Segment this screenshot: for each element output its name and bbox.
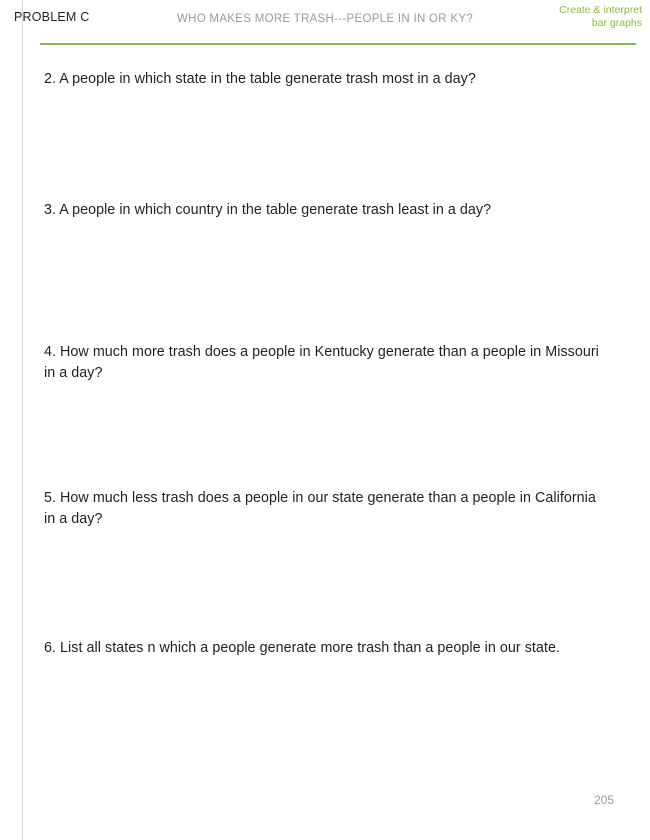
header-note-line-2: bar graphs <box>591 16 642 29</box>
worksheet-title: WHO MAKES MORE TRASH---PEOPLE IN IN OR KY? <box>176 13 474 25</box>
header-divider <box>40 43 636 45</box>
page-number: 205 <box>593 793 614 807</box>
question-item-6: 6. List all states n which a people generate more trash than a people in our state. <box>44 640 560 656</box>
header-note-line-1: Create & interpret <box>559 4 642 16</box>
question-item-2: 2. A people in which state in the table generate trash most in a day? <box>44 71 476 87</box>
page-header <box>0 0 650 42</box>
left-margin-rule <box>22 0 23 840</box>
question-item-4: 4. How much more trash does a people in Kentucky generate than a people in Missouri in a day? <box>44 344 599 381</box>
question-item-3: 3. A people in which country in the table generate trash least in a day? <box>44 202 492 218</box>
question-item-5: 5. How much less trash does a people in our state generate than a people in California in a day? <box>44 490 596 527</box>
header-note <box>472 4 642 29</box>
problem-label: PROBLEM C <box>14 10 90 24</box>
